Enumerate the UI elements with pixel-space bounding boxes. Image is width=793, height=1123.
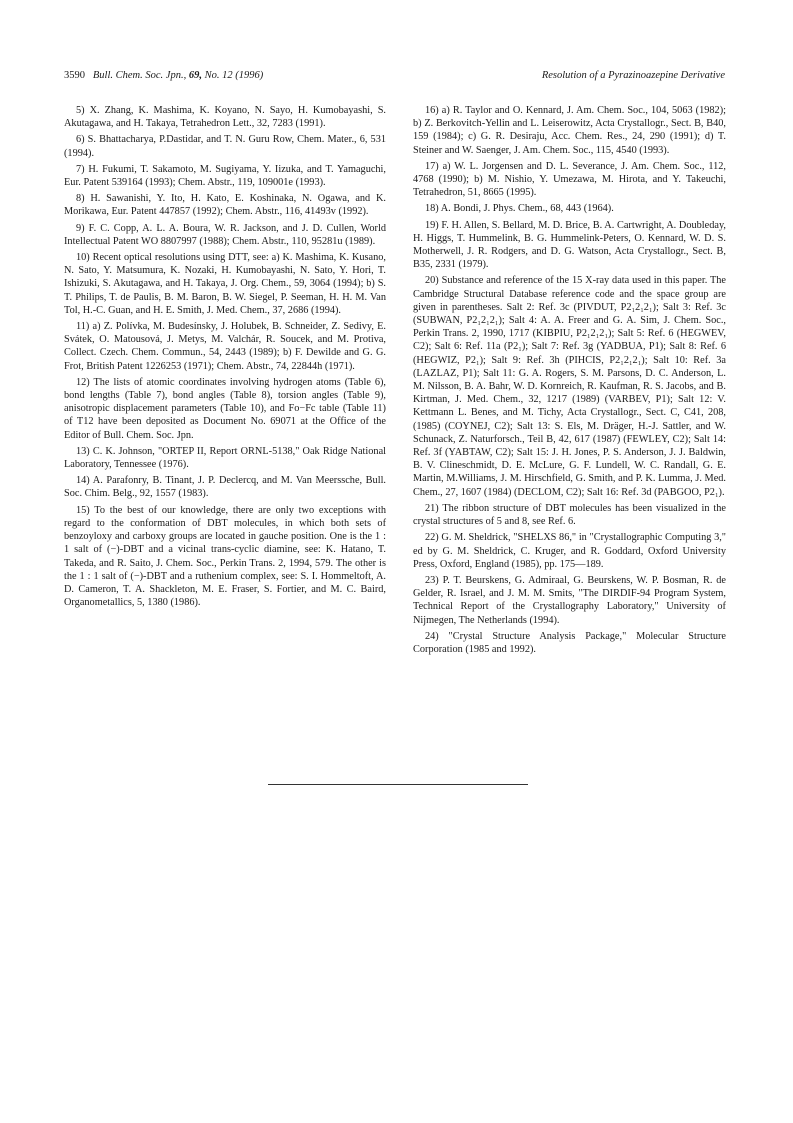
reference-18: 18) A. Bondi, J. Phys. Chem., 68, 443 (1964). (425, 203, 614, 215)
reference-7: 7) H. Fukumi, T. Sakamoto, M. Sugiyama, Y. Iizuka, and T. Yamaguchi, Eur. Patent 539164 (1993); Chem. Abstr., 119, 109001e (1993). (64, 163, 386, 189)
end-of-article-rule (268, 784, 528, 785)
page-header-left (64, 70, 263, 81)
reference-19: 19) F. H. Allen, S. Bellard, M. D. Brice, B. A. Cartwright, A. Doubleday, H. Higgs, T. Hummelink, B. G. Hummelink-Peters, O. Kennard, W. D. S. Motherwell, J. R. Rodgers, and D. G. Watson, Acta Crystallogr., Sect. B, B35, 2331 (1979). (413, 219, 726, 271)
reference-24: 24) "Crystal Structure Analysis Package," Molecular Structure Corporation (1985 and 1992). (413, 630, 726, 655)
running-header (64, 70, 725, 86)
issue-year: No. 12 (1996) (204, 70, 264, 81)
reference-8: 8) H. Sawanishi, Y. Ito, H. Kato, E. Koshinaka, N. Ogawa, and K. Morikawa, Eur. Patent 447857 (1992); Chem. Abstr., 116, 41493v (1992). (64, 193, 386, 218)
reference-22: 22) G. M. Sheldrick, "SHELXS 86," in "Crystallographic Computing 3," ed by G. M. Sheldrick, C. Kruger, and R. Goddard, Oxford University Press, Oxford, England (1985), pp. 175—189. (413, 532, 726, 570)
reference-15: 15) To the best of our knowledge, there are only two exceptions with regard to the conformation of DBT molecules, in which both sets of benzoyloxy and carboxy groups are located in gauche position. One is the 1 : 1 salt of (−)-DBT and a vicinal trans-cyclic diamine, see: K. Hatano, T. Takeda, and R. Saito, J. Chem. Soc., Perkin Trans. 2, 1994, 579. The other is the 1 : 1 salt of (−)-DBT and a ruthenium complex, see: S. I. Hommeltoft, A. D. Cameron, T. A. Shackleton, M. E. Fraser, S. Fortier, and M. C. Baird, Organometallics, 5, 1380 (1986). (64, 504, 386, 609)
reference-16: 16) a) R. Taylor and O. Kennard, J. Am. Chem. Soc., 104, 5063 (1982); b) Z. Berkovitch-Yellin and L. Leiserowitz, Acta Crystallogr., Sect. B, B40, 159 (1984); c) G. R. Desiraju, Acc. Chem. Res., 24, 290 (1991); d) T. Steiner and W. Saenger, J. Am. Chem. Soc., 115, 4540 (1993). (413, 105, 726, 156)
reference-12: 12) The lists of atomic coordinates involving hydrogen atoms (Table 6), bond lengths (Table 7), bond angles (Table 8), torsion angles (Table 9), anisotropic displacement parameters (Table 10), and Fo−Fc table (Table 11) of T12 have been deposited as Document No. 69071 at the Office of the Editor of Bull. Chem. Soc. Jpn. (64, 376, 386, 441)
reference-10: 10) Recent optical resolutions using DTT, see: a) K. Mashima, K. Kusano, N. Sato, Y. Matsumura, K. Nozaki, H. Kumobayashi, N. Sato, Y. Hori, T. Ishizuki, S. Akutagawa, and H. Takaya, J. Org. Chem., 59, 3064 (1994); b) S. T. Philips, T. de Paulis, B. M. Baron, B. W. Siegel, P. Seeman, H. H. M. Van Tol, H.-C. Guan, and H. E. Smith, J. Med. Chem., 37, 2686 (1994). (64, 252, 386, 316)
reference-13: 13) C. K. Johnson, "ORTEP II, Report ORNL-5138," Oak Ridge National Laboratory, Tennessee (1976). (64, 445, 386, 471)
reference-11: 11) a) Z. Polívka, M. Budesínsky, J. Holubek, B. Schneider, Z. Sedivy, E. Svátek, O. Matousová, J. Metys, M. Valchár, R. Soucek, and M. Protiva, Collect. Czech. Chem. Commun., 54, 2443 (1989); b) F. Dewilde and G. G. Frot, British Patent 1226253 (1971); Chem. Abstr., 74, 22844h (1971). (64, 321, 386, 372)
reference-23: 23) P. T. Beurskens, G. Admiraal, G. Beurskens, W. P. Bosman, R. de Gelder, R. Israel, and J. M. M. Smits, "The DIRDIF-94 Program System, Technical Report of the Crystallography Laboratory," University of Nijmegen, The Netherlands (1994). (413, 574, 726, 626)
journal-name: Bull. Chem. Soc. Jpn., (92, 70, 187, 81)
reference-20: 20) Substance and reference of the 15 X-ray data used in this paper. The Cambridge Structural Database reference code and the space group are given in parentheses. Salt 2: Ref. 3c (PIVDUT, P2₁2₁2₁); Salt 3: Ref. 3c (SUBWAN, P2₁2₁2₁); Salt 4: A. A. Freer and G. A. Sim, J. Chem. Soc., Perkin Trans. 2, 1990, 1717 (KIBPIU, P2₁2₁2₁); Salt 5: Ref. 6 (HEGWEV, C2); Salt 6: Ref. 11a (P2₁); Salt 7: Ref. 3g (YADBUA, P1); Salt 8: Ref. 6 (HEGWIZ, P2₁); Salt 9: Ref. 3h (PIHCIS, P2₁2₁2₁); Salt 10: Ref. 3a (LAZLAZ, P1); Salt 11: G. A. Rogers, S. M. Parsons, D. C. Anderson, L. M. Nilsson, B. A. Bahr, W. D. Kornreich, R. Kaufman, R. S. Jacobs, and B. Kirtman, J. Med. Chem., 32, 1217 (1989) (VARBEV, P1); Salt 12: V. Kettmann L. Benes, and M. Tichy, Acta Crystallogr., Sect. C, C41, 208, (1985) (COYNEJ, C2); Salt 13: S. Els, M. Dräger, H.-J. Sattler, and W. Schunack, Z. Naturforsch., Teil B, 42, 617 (1987) (FEWLEY, C2); Salt 14: Ref. 3f (YABTAW, C2); Salt 15: J. H. Jones, P. S. Anderson, J. J. Baldwin, B. V. Clineschmidt, D. E. McLure, G. F. Lundell, W. C. Randall, G. E. Martin, M.Williams, J. M. Hirschfield, G. Smith, and P. K. Lumma, J. Med. Chem., 27, 1607 (1984) (DECLOM, C2); Salt 16: Ref. 3d (PABGOO, P2₁). (413, 275, 726, 498)
reference-9: 9) F. C. Copp, A. L. A. Boura, W. R. Jackson, and J. D. Cullen, World Intellectual Patent WO 8807997 (1988); Chem. Abstr., 110, 95281u (1989). (64, 222, 386, 247)
reference-6: 6) S. Bhattacharya, P.Dastidar, and T. N. Guru Row, Chem. Mater., 6, 531 (1994). (64, 134, 386, 159)
running-title: Resolution of a Pyrazinoazepine Derivative (541, 70, 725, 81)
reference-5: 5) X. Zhang, K. Mashima, K. Koyano, N. Sayo, H. Kumobayashi, S. Akutagawa, and H. Takaya, Tetrahedron Lett., 32, 7283 (1991). (64, 105, 386, 130)
reference-14: 14) A. Parafonry, B. Tinant, J. P. Declercq, and M. Van Meerssche, Bull. Soc. Chim. Belg., 92, 1557 (1983). (64, 475, 386, 500)
page-number: 3590 (64, 70, 85, 81)
volume-number: 69, (188, 70, 202, 81)
references-right-column (413, 104, 726, 659)
references-left-column (64, 104, 386, 612)
reference-21: 21) The ribbon structure of DBT molecules has been visualized in the crystal structures of 5 and 8, see Ref. 6. (413, 502, 726, 528)
reference-17: 17) a) W. L. Jorgensen and D. L. Severance, J. Am. Chem. Soc., 112, 4768 (1990); b) M. Nishio, Y. Umezawa, M. Hirota, and Y. Takeuchi, Tetrahedron, 51, 8665 (1995). (413, 160, 726, 199)
